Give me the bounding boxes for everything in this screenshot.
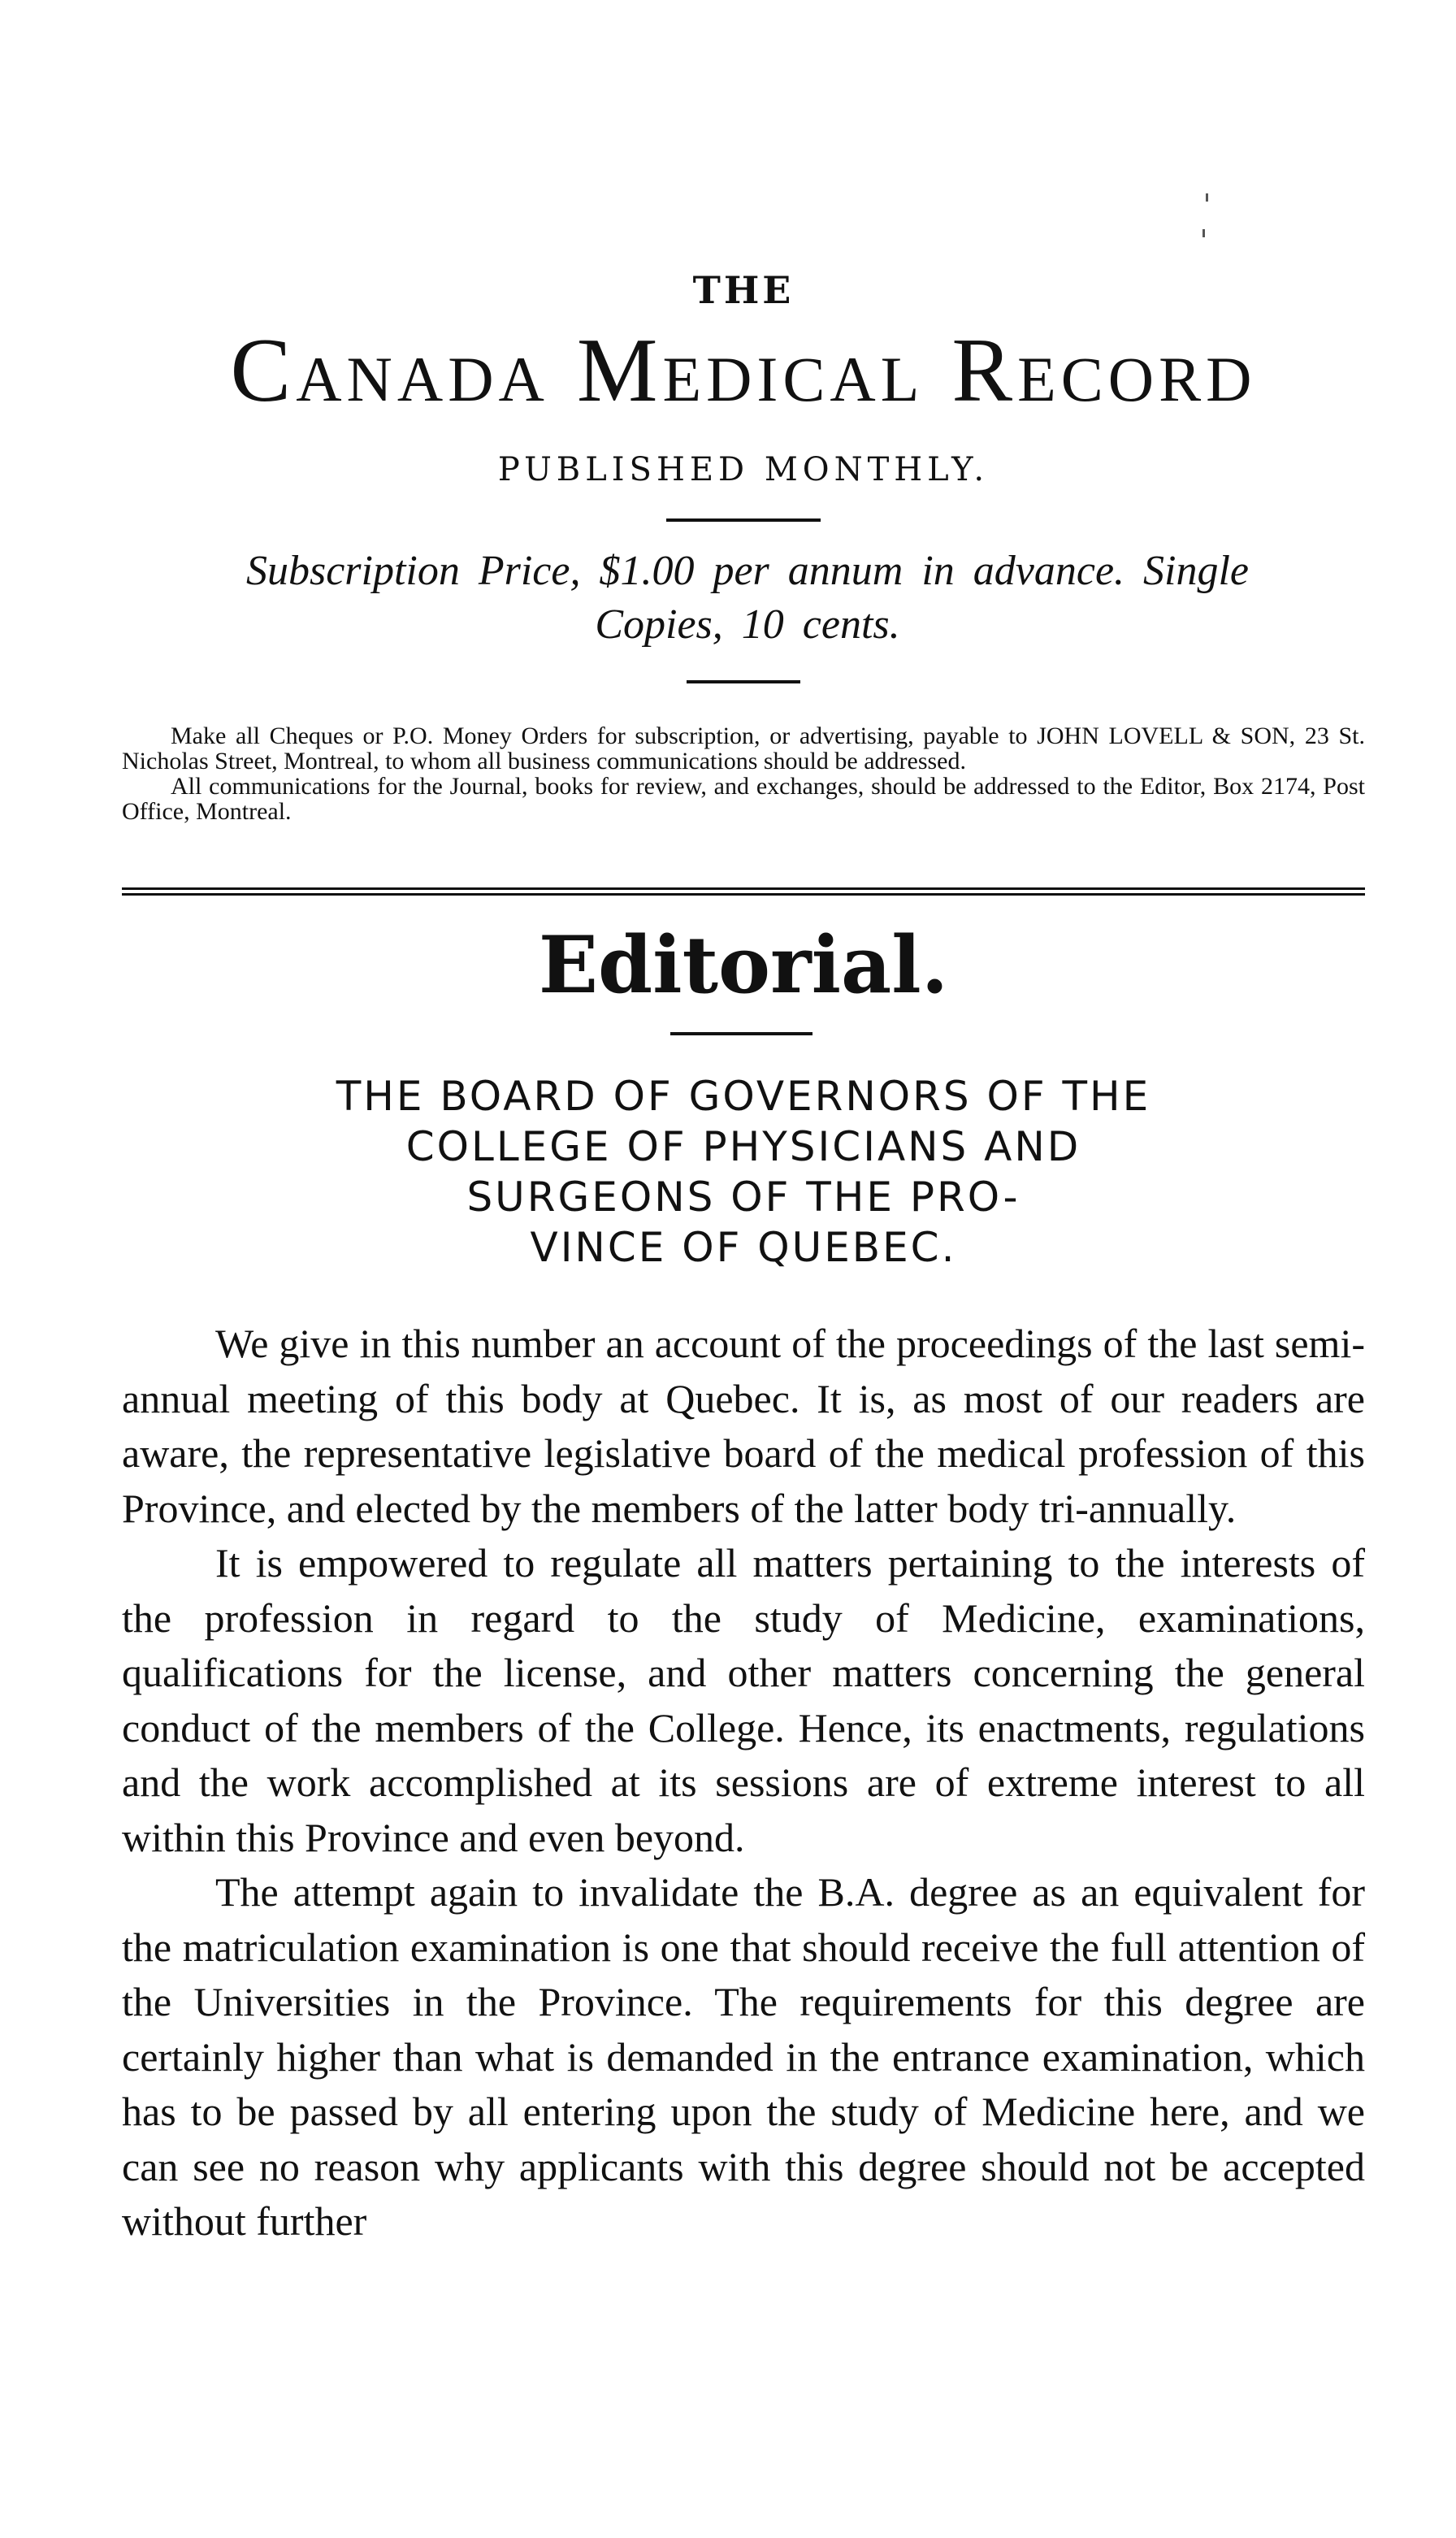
journal-title: Canada Medical Record xyxy=(230,320,1257,421)
subscription-info xyxy=(171,544,1324,652)
divider xyxy=(687,680,800,683)
article-title-line: VINCE OF QUEBEC. xyxy=(530,1224,957,1271)
divider xyxy=(666,518,821,522)
payment-notice: Make all Cheques or P.O. Money Orders for subscription, or advertising, payable to JOHN LOVELL & SON, 23 St. Nicholas Street, Montreal, to whom all business communications should be addressed. xyxy=(122,722,1365,774)
article-paragraph: We give in this number an account of the proceedings of the last semi-annual meeting of this body at Quebec. It is, as most of our readers are aware, the representative legislative board of the medical profession of this Province, and elected by the members of the latter body tri-annually. xyxy=(122,1321,1365,1531)
section-heading: Editorial. xyxy=(538,919,949,1011)
article-title-line: THE BOARD OF GOVERNORS OF THE xyxy=(336,1073,1151,1120)
double-rule-divider xyxy=(122,887,1365,896)
divider xyxy=(670,1032,812,1035)
article-body xyxy=(122,1317,1365,2249)
article-paragraph: The attempt again to invalidate the B.A. degree as an equivalent for the matriculation examination is one that should receive the full attention of the Universities in the Province. The requirements for this degree are certainly higher than what is demanded in the entrance examination, which has to be passed by all entering upon the study of Medicine here, and we can see no reason why applicants with this degree should not be accepted without further xyxy=(122,1869,1365,2244)
editor-notice: All communications for the Journal, books for review, and exchanges, should be addressed to the Editor, Box 2174, Post Office, Montreal. xyxy=(122,773,1365,825)
article-title-line: COLLEGE OF PHYSICIANS AND xyxy=(405,1123,1081,1170)
publication-frequency: PUBLISHED MONTHLY. xyxy=(497,451,990,488)
article-title-line: SURGEONS OF THE PRO- xyxy=(466,1174,1020,1221)
subscription-line-1: Subscription Price, $1.00 per annum in advance. Single xyxy=(245,548,1250,594)
print-speck xyxy=(1206,193,1208,202)
masthead-the: THE xyxy=(692,268,795,312)
journal-page xyxy=(122,0,1365,2538)
article-title xyxy=(203,1071,1284,1273)
print-speck xyxy=(1202,229,1205,237)
article-paragraph: It is empowered to regulate all matters pertaining to the interests of the profession in regard to the study of Medicine, examinations, qualifications for the license, and other matters concerning the general conduct of the members of the College. Hence, its enactments, regulations and the work accomplished at its sessions are of extreme interest to all within this Province and even beyond. xyxy=(122,1540,1365,1860)
notices-block xyxy=(122,723,1365,824)
subscription-line-2: Copies, 10 cents. xyxy=(595,601,900,648)
